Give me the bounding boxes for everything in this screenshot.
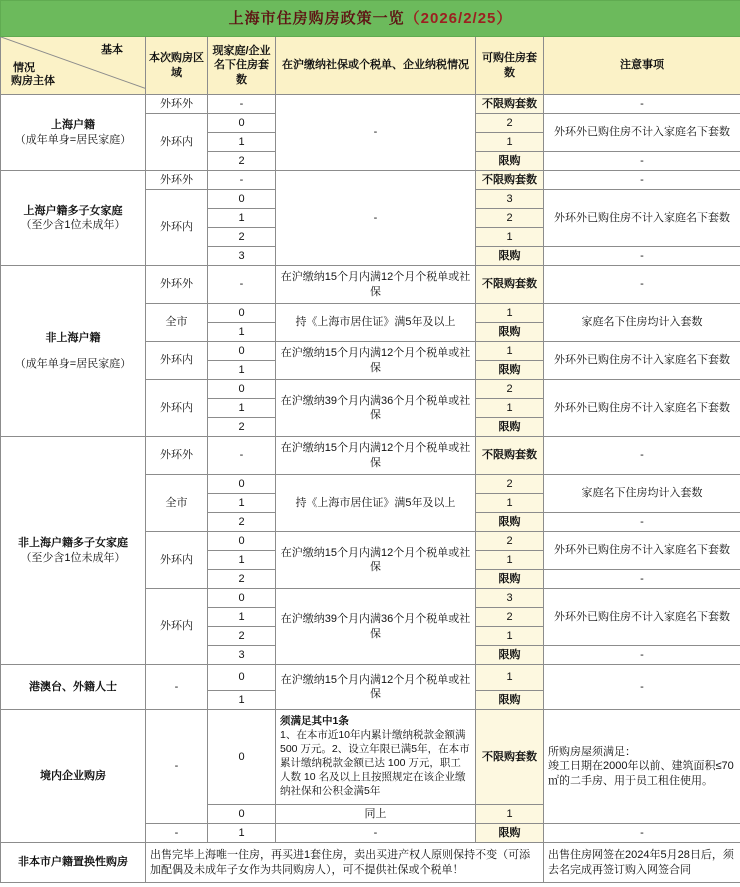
- cell-region: 全市: [146, 304, 208, 342]
- enterprise-note-line2: 竣工日期在2000年以前、建筑面积≤70㎡的二手房、用于员工租住使用。: [548, 760, 734, 787]
- cell-quota: 限购: [476, 152, 544, 171]
- col-header-tax: 在沪缴纳社保或个税单、企业纳税情况: [276, 37, 476, 95]
- cell-note: 外环外已购住房不计入家庭名下套数: [544, 342, 740, 380]
- cell-quota: 1: [476, 665, 544, 691]
- cell-quota: 1: [476, 627, 544, 646]
- header-row: [1, 37, 740, 95]
- cell-quota: 2: [476, 608, 544, 627]
- cell-note: 外环外已购住房不计入家庭名下套数: [544, 532, 740, 570]
- cell-tax-condition: 持《上海市居住证》满5年及以上: [276, 304, 476, 342]
- cell-owned-count: 0: [208, 805, 276, 824]
- cell-note: -: [544, 646, 740, 665]
- cell-owned-count: -: [208, 171, 276, 190]
- cell-region: 外环外: [146, 437, 208, 475]
- cell-owned-count: 1: [208, 361, 276, 380]
- cell-quota: 1: [476, 805, 544, 824]
- cell-owned-count: 1: [208, 133, 276, 152]
- corner-label-bottom: 购房主体: [11, 74, 55, 87]
- cell-quota: 2: [476, 209, 544, 228]
- subject-line1: 港澳台、外籍人士: [29, 680, 117, 693]
- cell-tax-condition: 持《上海市居住证》满5年及以上: [276, 475, 476, 532]
- cell-tax-condition: 在沪缴纳15个月内满12个月个税单或社保: [276, 532, 476, 589]
- cell-tax-condition: 在沪缴纳15个月内满12个月个税单或社保: [276, 266, 476, 304]
- cell-owned-count: 1: [208, 399, 276, 418]
- cell-quota: 不限购套数: [476, 710, 544, 805]
- cell-quota: 限购: [476, 646, 544, 665]
- cell-swap-policy: 出售完毕上海唯一住房，再买进1套住房，卖出买进产权人原则保持不变（可添加配偶及未成年子女作为共同购房人），可不提供社保或个税单！: [146, 843, 544, 883]
- cell-region: -: [146, 824, 208, 843]
- cell-quota: 2: [476, 380, 544, 399]
- cell-note: -: [544, 513, 740, 532]
- cell-region: -: [146, 710, 208, 824]
- col-header-owned: 现家庭/企业名下住房套数: [208, 37, 276, 95]
- title-date: （2026/2/25）: [404, 9, 513, 27]
- table-row: [1, 437, 740, 475]
- cell-quota: 限购: [476, 361, 544, 380]
- cell-owned-count: 0: [208, 190, 276, 209]
- cell-note: -: [544, 95, 740, 114]
- section-subject: [1, 843, 146, 883]
- cell-quota: 1: [476, 342, 544, 361]
- enterprise-condition-title: 须满足其中1条: [280, 715, 349, 728]
- cell-region: -: [146, 665, 208, 710]
- cell-tax-condition: 在沪缴纳15个月内满12个月个税单或社保: [276, 342, 476, 380]
- cell-owned-count: 0: [208, 114, 276, 133]
- cell-tax-condition: 在沪缴纳15个月内满12个月个税单或社保: [276, 437, 476, 475]
- cell-quota: 2: [476, 475, 544, 494]
- cell-owned-count: 0: [208, 380, 276, 399]
- cell-quota: 不限购套数: [476, 437, 544, 475]
- section-subject: [1, 710, 146, 843]
- cell-owned-count: 0: [208, 710, 276, 805]
- table-row: [1, 266, 740, 304]
- cell-tax-condition: -: [276, 171, 476, 266]
- section-subject: [1, 266, 146, 437]
- cell-note: -: [544, 247, 740, 266]
- cell-quota: 不限购套数: [476, 95, 544, 114]
- cell-note: 出售住房网签在2024年5月28日后，须去名完成再签订购入网签合同: [544, 843, 740, 883]
- cell-note: 外环外已购住房不计入家庭名下套数: [544, 589, 740, 646]
- cell-tax-condition: -: [276, 95, 476, 171]
- cell-owned-count: 3: [208, 247, 276, 266]
- enterprise-note-line1: 所购房屋须满足：: [548, 746, 636, 759]
- section-subject: [1, 95, 146, 171]
- cell-quota: 限购: [476, 513, 544, 532]
- cell-quota: 1: [476, 494, 544, 513]
- cell-region: 外环内: [146, 190, 208, 266]
- cell-owned-count: 1: [208, 494, 276, 513]
- cell-quota: 限购: [476, 691, 544, 710]
- cell-owned-count: 1: [208, 608, 276, 627]
- cell-region: 外环内: [146, 589, 208, 665]
- cell-owned-count: 2: [208, 513, 276, 532]
- subject-line2: （至少含1位未成年）: [20, 219, 126, 231]
- cell-owned-count: 0: [208, 665, 276, 691]
- cell-owned-count: 0: [208, 342, 276, 361]
- cell-note: 外环外已购住房不计入家庭名下套数: [544, 380, 740, 437]
- cell-owned-count: 1: [208, 824, 276, 843]
- subject-line2: （成年单身=居民家庭）: [14, 133, 132, 146]
- cell-quota: 2: [476, 114, 544, 133]
- corner-header: [1, 37, 146, 95]
- cell-quota: 限购: [476, 418, 544, 437]
- cell-region: 外环内: [146, 342, 208, 380]
- cell-owned-count: 1: [208, 691, 276, 710]
- subject-line1: 非本市户籍置换性购房: [18, 856, 128, 869]
- cell-quota: 1: [476, 304, 544, 323]
- cell-note: -: [544, 437, 740, 475]
- cell-note: -: [544, 266, 740, 304]
- cell-owned-count: 0: [208, 304, 276, 323]
- section-subject: [1, 665, 146, 710]
- section-subject: [1, 171, 146, 266]
- cell-region: 外环外: [146, 95, 208, 114]
- cell-region: 全市: [146, 475, 208, 532]
- cell-note: -: [544, 171, 740, 190]
- cell-quota: 1: [476, 228, 544, 247]
- cell-tax-condition: -: [276, 824, 476, 843]
- subject-line1: 非上海户籍多子女家庭: [18, 537, 128, 550]
- table-row: [1, 95, 740, 114]
- cell-quota: 不限购套数: [476, 266, 544, 304]
- cell-tax-condition: 在沪缴纳39个月内满36个月个税单或社保: [276, 589, 476, 665]
- cell-tax-condition: 同上: [276, 805, 476, 824]
- cell-region: 外环内: [146, 380, 208, 437]
- cell-owned-count: 0: [208, 475, 276, 494]
- enterprise-condition-body: 1、在本市近10年内累计缴纳税款金额满 500 万元。2、设立年限已满5年，在本市累计缴纳税款金额已达 100 万元，职工人数 10 名及以上且按照规定在该企业缴纳社保和公积金满5年: [280, 729, 470, 797]
- cell-note: 外环外已购住房不计入家庭名下套数: [544, 190, 740, 247]
- cell-owned-count: -: [208, 437, 276, 475]
- cell-owned-count: 1: [208, 551, 276, 570]
- cell-region: 外环外: [146, 171, 208, 190]
- col-header-region: 本次购房区域: [146, 37, 208, 95]
- cell-region: 外环外: [146, 266, 208, 304]
- cell-quota: 2: [476, 532, 544, 551]
- cell-note: -: [544, 665, 740, 710]
- table-row: [1, 171, 740, 190]
- title-main: 上海市住房购房政策一览: [228, 9, 405, 27]
- cell-owned-count: 3: [208, 646, 276, 665]
- cell-quota: 限购: [476, 247, 544, 266]
- subject-line1: 非上海户籍: [45, 331, 101, 344]
- cell-note: -: [544, 152, 740, 171]
- cell-note: -: [544, 824, 740, 843]
- cell-owned-count: 2: [208, 418, 276, 437]
- cell-owned-count: -: [208, 266, 276, 304]
- title-bar: [1, 1, 740, 37]
- cell-quota: 1: [476, 399, 544, 418]
- cell-owned-count: 2: [208, 228, 276, 247]
- col-header-quota: 可购住房套数: [476, 37, 544, 95]
- cell-region: 外环内: [146, 114, 208, 171]
- cell-owned-count: 0: [208, 589, 276, 608]
- subject-line2: （成年单身=居民家庭）: [14, 358, 132, 370]
- cell-quota: 限购: [476, 570, 544, 589]
- section-subject: [1, 437, 146, 665]
- cell-quota: 限购: [476, 323, 544, 342]
- cell-note: -: [544, 570, 740, 589]
- corner-label-mid: 情况: [13, 62, 35, 74]
- cell-quota: 限购: [476, 824, 544, 843]
- cell-owned-count: -: [208, 95, 276, 114]
- cell-owned-count: 2: [208, 627, 276, 646]
- cell-quota: 3: [476, 190, 544, 209]
- cell-owned-count: 0: [208, 532, 276, 551]
- cell-owned-count: 1: [208, 209, 276, 228]
- cell-owned-count: 2: [208, 152, 276, 171]
- cell-note: 外环外已购住房不计入家庭名下套数: [544, 114, 740, 152]
- cell-tax-condition: [276, 710, 476, 805]
- cell-quota: 不限购套数: [476, 171, 544, 190]
- cell-note: [544, 710, 740, 824]
- cell-region: 外环内: [146, 532, 208, 589]
- cell-owned-count: 1: [208, 323, 276, 342]
- subject-line1: 上海户籍多子女家庭: [23, 204, 123, 217]
- col-header-notes: 注意事项: [544, 37, 740, 95]
- table-row: [1, 710, 740, 805]
- cell-note: 家庭名下住房均计入套数: [544, 304, 740, 342]
- table-row: [1, 843, 740, 883]
- cell-note: 家庭名下住房均计入套数: [544, 475, 740, 513]
- cell-quota: 1: [476, 551, 544, 570]
- cell-tax-condition: 在沪缴纳15个月内满12个月个税单或社保: [276, 665, 476, 710]
- page-title: [1, 1, 740, 37]
- cell-quota: 1: [476, 133, 544, 152]
- cell-tax-condition: 在沪缴纳39个月内满36个月个税单或社保: [276, 380, 476, 437]
- corner-label-top: 基本: [101, 44, 123, 56]
- subject-line2: （至少含1位未成年）: [20, 551, 126, 564]
- cell-owned-count: 2: [208, 570, 276, 589]
- table-row: [1, 665, 740, 691]
- subject-line1: 上海户籍: [51, 119, 95, 132]
- subject-line1: 境内企业购房: [40, 769, 106, 782]
- cell-quota: 3: [476, 589, 544, 608]
